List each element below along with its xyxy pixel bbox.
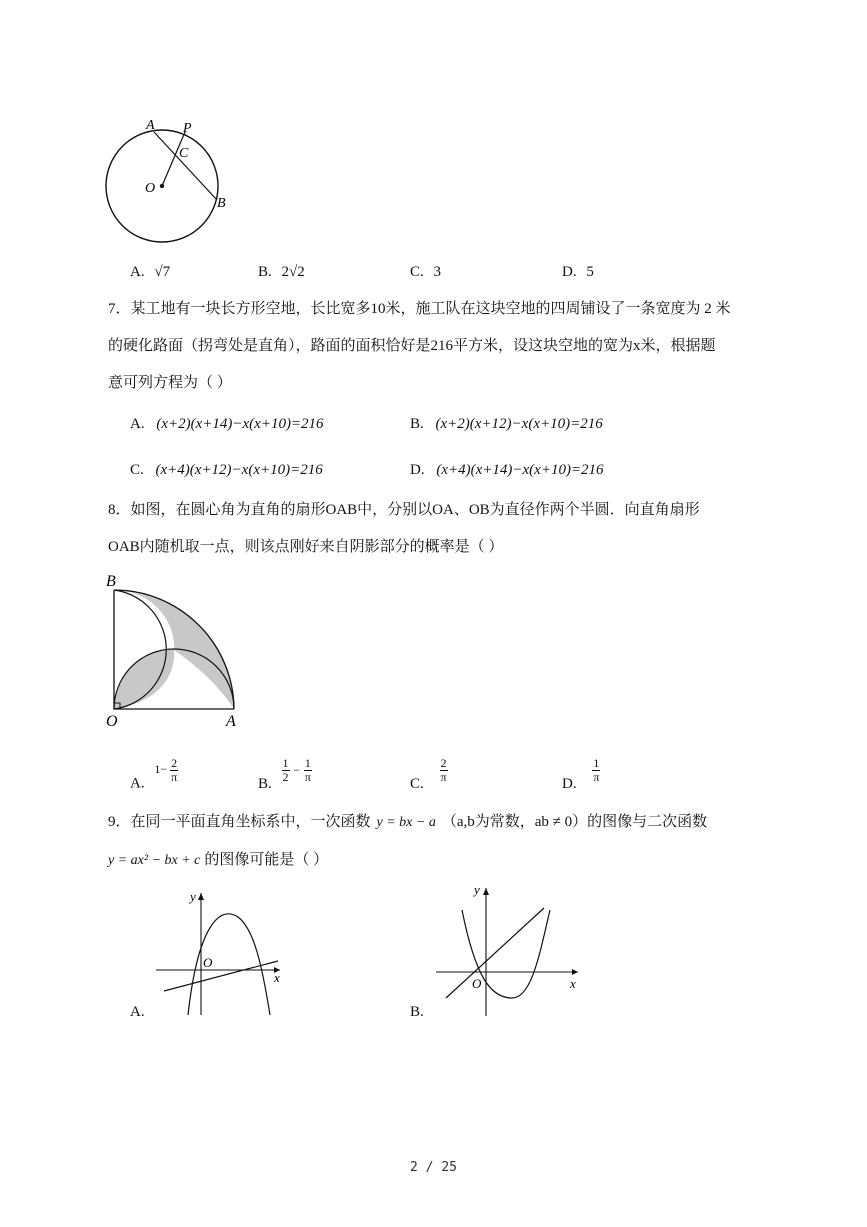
q6-option-a[interactable]: A. √7 (130, 264, 171, 280)
q7-stem-line1: 7．某工地有一块长方形空地，长比宽多10米，施工队在这块空地的四周铺设了一条宽度为 2 米 (108, 301, 731, 317)
q6-option-a-value: √7 (154, 264, 171, 280)
q6-option-c-value: 3 (433, 264, 442, 280)
q8-sector-figure (100, 570, 250, 728)
q7-option-a-equation: (x+2)(x+14)−x(x+10)=216 (156, 416, 324, 432)
q8-option-c[interactable]: C. $\frac{2}{\pi}$ (410, 756, 447, 792)
q7-option-d[interactable]: D. (x+4)(x+14)−x(x+10)=216 (410, 462, 604, 478)
q8-option-a[interactable]: A. $^{1- \frac{2}{\pi}}$ (130, 756, 178, 792)
page-number: 2 / 25 (410, 1160, 457, 1175)
q6-option-d[interactable]: D. 5 (562, 264, 594, 280)
q9-linear-function: y = bx − a (376, 815, 436, 830)
q8-option-b-value: $\frac{1}{2}$ − $\frac{1}{\pi}$ (282, 756, 311, 784)
q8-option-c-value: $\frac{2}{\pi}$ (440, 756, 447, 784)
q7-option-c-equation: (x+4)(x+12)−x(x+10)=216 (155, 462, 323, 478)
q6-label-c: C (179, 146, 189, 161)
q9-b-y-label: y (474, 882, 480, 897)
q9-option-b[interactable]: B. (410, 1004, 424, 1020)
q7-option-a[interactable]: A. (x+2)(x+14)−x(x+10)=216 (130, 416, 324, 432)
q7-option-d-equation: (x+4)(x+14)−x(x+10)=216 (436, 462, 604, 478)
q9-b-x-label: x (570, 976, 576, 991)
q6-option-c[interactable]: C. 3 (410, 264, 442, 280)
q8-stem-line2: OAB内随机取一点，则该点刚好来自阴影部分的概率是（ ） (108, 539, 504, 555)
q9-a-origin-label: O (203, 955, 213, 970)
q9-graph-b (432, 880, 584, 1020)
q8-option-b[interactable]: B. $\frac{1}{2}$ − $\frac{1}{\pi}$ (258, 756, 311, 792)
q7-stem-line3: 意可列方程为（ ） (108, 375, 232, 391)
q8-label-b: B (106, 573, 116, 590)
q8-label-a: A (226, 713, 236, 728)
q7-option-b-equation: (x+2)(x+12)−x(x+10)=216 (435, 416, 603, 432)
q6-option-d-value: 5 (586, 264, 594, 280)
q8-option-a-value: 1− 2 π (154, 756, 178, 784)
q7-option-b[interactable]: B. (x+2)(x+12)−x(x+10)=216 (410, 416, 603, 432)
q7-stem-line2: 的硬化路面（拐弯处是直角），路面的面积恰好是216平方米，设这块空地的宽为x米，根据题 (108, 338, 716, 354)
q6-option-b-value: 2√2 (281, 264, 305, 280)
q8-label-o: O (106, 713, 118, 728)
q9-stem-line2: y = ax² − bx + c 的图像可能是（ ） (108, 852, 329, 868)
q8-option-d-value: $\frac{1}{\pi}$ (593, 756, 600, 784)
q6-label-a: A (146, 118, 155, 133)
q9-a-x-label: x (274, 970, 280, 985)
q7-option-c[interactable]: C. (x+4)(x+12)−x(x+10)=216 (130, 462, 323, 478)
q9-quadratic-function: y = ax² − bx + c (108, 853, 201, 868)
q6-option-b[interactable]: B. 2√2 (258, 264, 305, 280)
q9-stem-line1: 9．在同一平面直角坐标系中，一次函数 y = bx − a （a,b为常数，ab ≠ 0）的图像与二次函数 (108, 814, 708, 830)
q6-label-o: O (145, 181, 156, 196)
q6-circle-figure (100, 112, 240, 247)
q9-a-y-label: y (190, 889, 196, 904)
q9-option-a[interactable]: A. (130, 1004, 145, 1020)
q9-b-origin-label: O (472, 976, 482, 991)
q9-graph-a (150, 885, 290, 1020)
q6-label-b: B (217, 196, 226, 211)
q8-option-d[interactable]: D. $\frac{1}{\pi}$ (562, 756, 600, 792)
q8-stem-line1: 8．如图，在圆心角为直角的扇形OAB中，分别以OA、OB为直径作两个半圆．向直角扇形 (108, 502, 700, 518)
q6-label-p: P (183, 121, 192, 136)
